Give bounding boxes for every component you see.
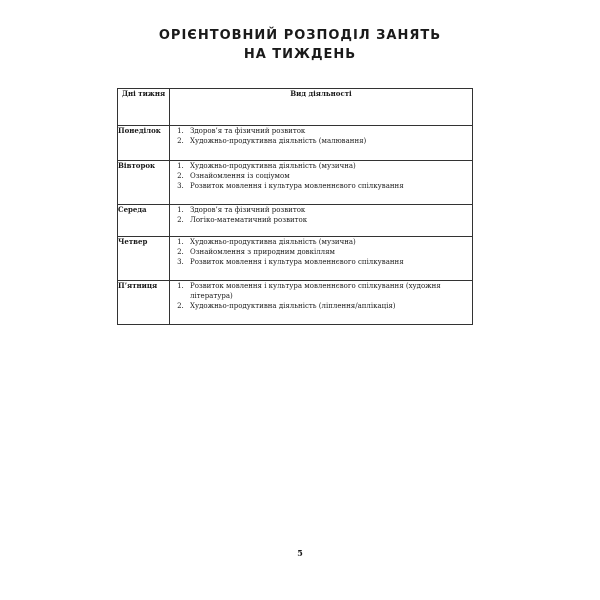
activities-cell <box>170 281 473 325</box>
page-title-line-1: ОРІЄНТОВНИЙ РОЗПОДІЛ ЗАНЯТЬ <box>158 28 442 43</box>
day-cell: Четвер <box>118 237 170 281</box>
list-item: 2. Ознайомлення з природним довкіллям <box>186 247 472 257</box>
activity-list <box>170 281 472 311</box>
list-item: 2. Логіко-математичний розвиток <box>186 215 472 225</box>
list-item: 2. Художньо-продуктивна діяльність (ліплення/аплікація) <box>186 301 472 311</box>
page-title-line-2: НА ТИЖДЕНЬ <box>243 47 357 62</box>
activity-list <box>170 205 472 225</box>
header-day: Дні тижня <box>118 89 170 126</box>
activity-list <box>170 237 472 267</box>
day-cell: П’ятниця <box>118 281 170 325</box>
header-activity-type: Вид діяльності <box>170 89 473 126</box>
list-item: 1. Художньо-продуктивна діяльність (музична) <box>186 237 472 247</box>
list-item: 1. Художньо-продуктивна діяльність (музична) <box>186 161 472 171</box>
table-row <box>118 205 473 237</box>
day-cell: Середа <box>118 205 170 237</box>
table-row <box>118 161 473 205</box>
activities-cell <box>170 161 473 205</box>
activity-list <box>170 161 472 191</box>
table-row <box>118 237 473 281</box>
list-item: 3. Розвиток мовлення і культура мовленнєвого спілкування <box>186 257 472 267</box>
day-cell: Понеділок <box>118 126 170 161</box>
list-item: 2. Ознайомлення із соціумом <box>186 171 472 181</box>
weekly-schedule-table <box>117 88 473 325</box>
list-item: 3. Розвиток мовлення і культура мовленнєвого спілкування <box>186 181 472 191</box>
activity-list <box>170 126 472 146</box>
table-row <box>118 126 473 161</box>
list-item: 1. Здоров’я та фізичний розвиток <box>186 205 472 215</box>
page-title <box>0 26 600 64</box>
table-header-row <box>118 89 473 126</box>
activities-cell <box>170 205 473 237</box>
page-number: 5 <box>297 548 303 558</box>
list-item: 1. Здоров’я та фізичний розвиток <box>186 126 472 136</box>
table-row <box>118 281 473 325</box>
activities-cell <box>170 126 473 161</box>
list-item: 1. Розвиток мовлення і культура мовленнєвого спілкування (художня література) <box>186 281 472 301</box>
day-cell: Вівторок <box>118 161 170 205</box>
list-item: 2. Художньо-продуктивна діяльність (малювання) <box>186 136 472 146</box>
activities-cell <box>170 237 473 281</box>
